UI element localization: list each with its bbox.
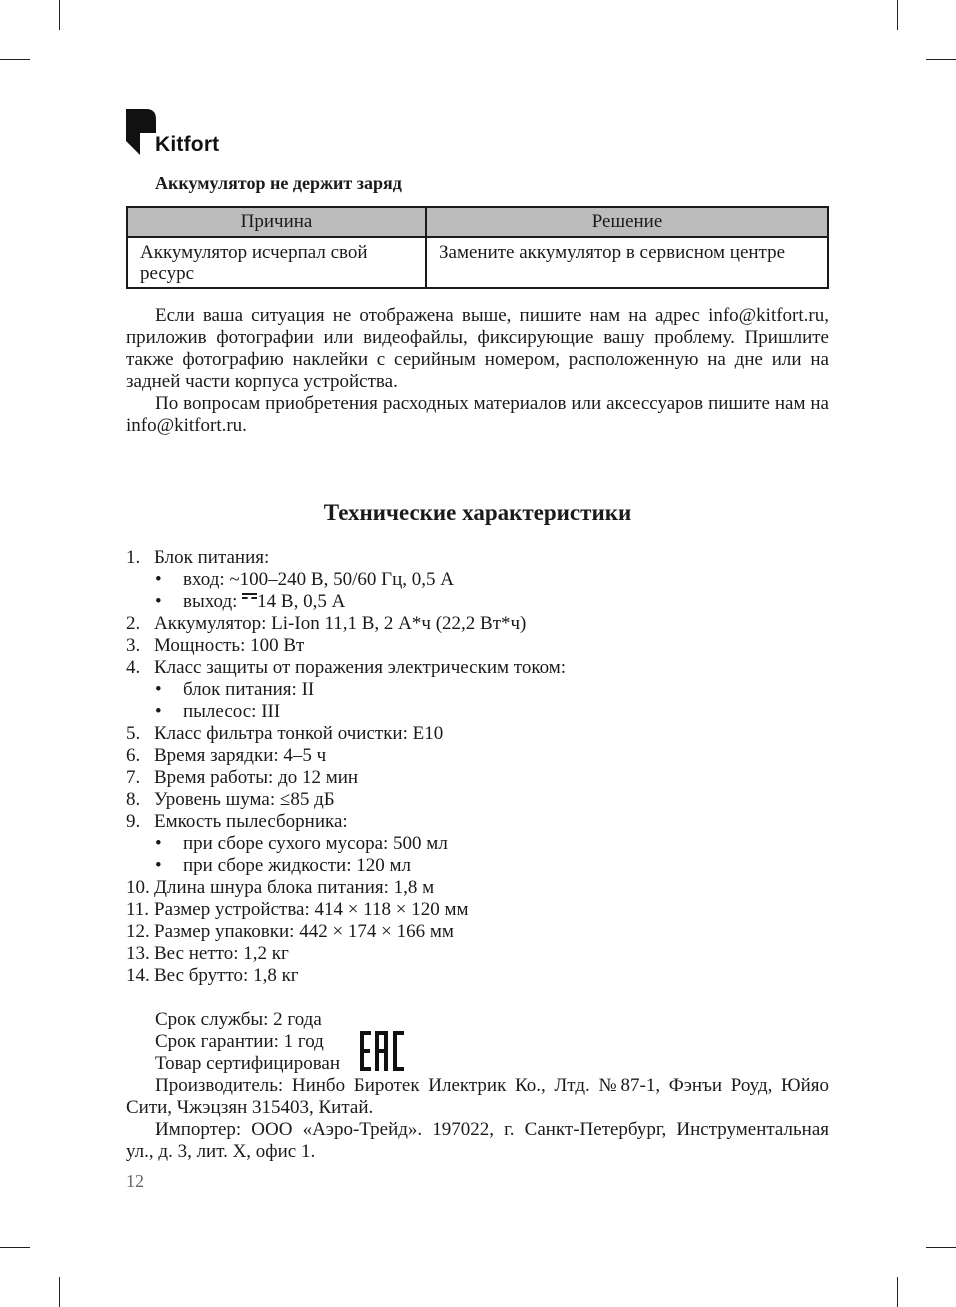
crop-mark (59, 1277, 60, 1307)
item-text: Время работы: до 12 мин (154, 767, 359, 788)
crop-mark (926, 1247, 956, 1248)
list-item (126, 965, 829, 987)
specs-title: Технические характеристики (323, 500, 632, 525)
item-number: 14. (126, 965, 150, 986)
page-number: 12 (126, 1171, 144, 1191)
crop-mark (59, 0, 60, 30)
contact-paragraphs (126, 305, 829, 437)
eac-mark-icon (360, 1031, 404, 1071)
crop-mark (897, 0, 898, 30)
specs-list (126, 547, 829, 987)
item-text: Вес брутто: 1,8 кг (154, 965, 299, 986)
crop-mark (0, 59, 30, 60)
list-item (126, 723, 829, 745)
item-number: 13. (126, 943, 150, 964)
sub-item: • вход: ~100–240 В, 50/60 Гц, 0,5 А (155, 569, 455, 590)
troubleshooting-table (126, 206, 829, 289)
item-number: 5. (126, 723, 141, 744)
item-text: Размер упаковки: 442 × 174 × 166 мм (154, 921, 454, 942)
dc-current-icon (242, 591, 257, 601)
crop-mark (0, 1247, 30, 1248)
table-header-cause: Причина (127, 207, 426, 237)
list-item (126, 943, 829, 965)
certification: Товар сертифицирован (155, 1053, 341, 1074)
section-title: Аккумулятор не держит заряд (155, 173, 402, 193)
item-number: 1. (126, 547, 141, 568)
kitfort-logo-icon (126, 107, 156, 157)
item-text: Класс фильтра тонкой очистки: E10 (154, 723, 444, 744)
item-number: 3. (126, 635, 141, 656)
brand-name: Kitfort (155, 133, 220, 156)
item-number: 7. (126, 767, 141, 788)
table-header-solution: Решение (426, 207, 828, 237)
service-life: Срок службы: 2 года (155, 1009, 322, 1030)
item-text: блок питания: II (183, 679, 315, 700)
item-text: вход: ~100–240 В, 50/60 Гц, 0,5 А (183, 569, 455, 590)
item-text: Класс защиты от поражения электрическим током: (154, 657, 567, 678)
list-item (126, 745, 829, 767)
product-info (126, 1009, 829, 1163)
item-number: 11. (126, 899, 150, 920)
crop-mark (926, 59, 956, 60)
item-text: Мощность: 100 Вт (154, 635, 305, 656)
item-number: 6. (126, 745, 141, 766)
sub-item: • при сборе сухого мусора: 500 мл (155, 833, 448, 854)
crop-mark (897, 1277, 898, 1307)
list-item (126, 899, 829, 921)
item-text-value: 14 В, 0,5 А (257, 591, 346, 612)
item-text: Время зарядки: 4–5 ч (154, 745, 327, 766)
list-item (126, 613, 829, 635)
paragraph: Если ваша ситуация не отображена выше, пишите нам на адрес info@kitfort.ru, приложив фотографии или видеофайлы, фиксирующие вашу проблему. Пришлите также фотографию наклейки с серийным номером, расположенную на дне или на задней части корпуса устройства. (126, 305, 829, 392)
sub-item: • блок питания: II (155, 679, 315, 700)
list-item (126, 635, 829, 657)
item-number: 10. (126, 877, 150, 898)
list-item (126, 877, 829, 899)
table-cell-solution: Замените аккумулятор в сервисном центре (426, 237, 828, 288)
list-item (126, 789, 829, 811)
item-number: 4. (126, 657, 141, 678)
table-cell-cause: Аккумулятор исчерпал свой ресурс (127, 237, 426, 288)
sub-item: • при сборе жидкости: 120 мл (155, 855, 411, 876)
item-number: 8. (126, 789, 141, 810)
item-text: при сборе сухого мусора: 500 мл (183, 833, 448, 854)
item-text: Аккумулятор: Li-Ion 11,1 В, 2 А*ч (22,2 Вт*ч) (154, 613, 527, 634)
warranty: Срок гарантии: 1 год (155, 1031, 324, 1052)
manufacturer: Производитель: Нинбо Биротек Илектрик Ко., Лтд. №87-1, Фэнъи Роуд, Юйяо Сити, Чжэцзян 315403, Китай. (126, 1075, 829, 1118)
list-item (126, 547, 829, 569)
item-text: пылесос: III (183, 701, 281, 722)
item-number: 9. (126, 811, 141, 832)
item-text: Блок питания: (154, 547, 270, 568)
item-text: Уровень шума: ≤85 дБ (154, 789, 335, 810)
list-item (126, 921, 829, 943)
item-text: при сборе жидкости: 120 мл (183, 855, 411, 876)
sub-item: • выход: 14 В, 0,5 А (155, 591, 346, 612)
list-item (126, 767, 829, 789)
item-number: 2. (126, 613, 141, 634)
item-text: Длина шнура блока питания: 1,8 м (154, 877, 435, 898)
item-number: 12. (126, 921, 150, 942)
list-item (126, 811, 829, 833)
importer: Импортер: ООО «Аэро-Трейд». 197022, г. Санкт-Петербург, Инструментальная ул., д. 3, лит. Х, офис 1. (126, 1119, 829, 1162)
item-text: Емкость пылесборника: (154, 811, 348, 832)
table-row (127, 237, 828, 288)
item-text: Размер устройства: 414 × 118 × 120 мм (154, 899, 469, 920)
list-item (126, 657, 829, 679)
paragraph: По вопросам приобретения расходных материалов или аксессуаров пишите нам на info@kitfort.ru. (126, 393, 829, 436)
item-text: Вес нетто: 1,2 кг (154, 943, 289, 964)
sub-item: • пылесос: III (155, 701, 281, 722)
item-text-prefix: выход: (183, 591, 243, 612)
